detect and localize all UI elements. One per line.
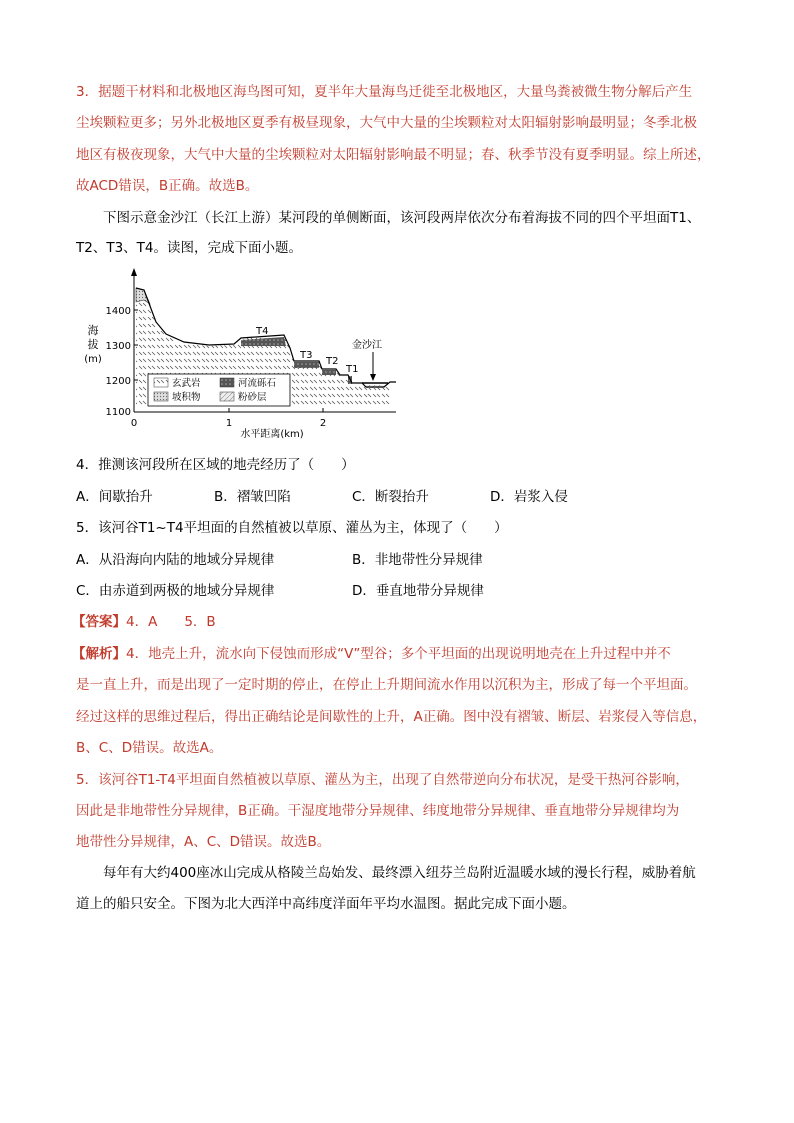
q3-explanation-line-2: 尘埃颗粒更多；另外北极地区夏季有极昼现象，大气中大量的尘埃颗粒对太阳辐射影响最明显；冬季北极 [76,115,697,131]
y-axis-label-2: 拔 [87,338,99,351]
q4-option-c: C．断裂抬升 [352,489,429,505]
legend-swatch-silt [220,392,234,401]
y-tick-1200: 1200 [105,376,131,387]
analysis-line-4: B、C、D错误。故选A。 [76,740,223,756]
y-axis-label-1: 海 [87,324,99,337]
answer-tag: 【答案】 [72,614,126,630]
legend-label-gravel: 河流砾石 [238,378,277,389]
q4-stem: 4．推测该河段所在区域的地壳经历了（ ） [76,457,355,473]
analysis-line-1 [72,644,671,664]
analysis-text-1: 4．地壳上升，流水向下侵蚀而形成“V”型谷；多个平坦面的出现说明地壳在上升过程中并不 [126,646,671,662]
y-axis-arrow [131,268,137,276]
analysis-line-6: 因此是非地带性分异规律，B正确。干湿度地带分异规律、纬度地带分异规律、垂直地带分异规律均为 [76,803,680,819]
q4-option-b: B．褶皱凹陷 [214,489,291,505]
river-label: 金沙江 [352,340,382,351]
river-arrow-head [370,374,376,381]
analysis-line-2: 是一直上升，而是出现了一定时期的停止，在停止上升期间流水作用以沉积为主，形成了每一个平坦面。 [76,677,697,693]
analysis-line-5: 5．该河谷T1-T4平坦面自然植被以草原、灌丛为主，出现了自然带逆向分布状况，是受干热河谷影响， [76,772,689,788]
answer-text: 4．A 5．B [126,614,216,630]
analysis-line-7: 地带性分异规律，A、C、D错误。故选B。 [76,834,331,850]
y-tick-1100: 1100 [105,407,131,418]
q3-explanation-line-1: 3．据题干材料和北极地区海鸟图可知，夏半年大量海鸟迁徙至北极地区，大量鸟粪被微生物分解后产生 [76,84,693,100]
legend-swatch-basalt [154,378,168,387]
terrace-label-t3: T3 [300,350,313,361]
q5-option-c: C．由赤道到两极的地域分异规律 [76,583,275,599]
x-tick-1: 1 [225,418,233,429]
legend-label-colluvium: 坡积物 [172,392,201,403]
intro-line-2: T2、T3、T4。读图，完成下面小题。 [76,240,303,256]
closing-line-2: 道上的船只安全。下图为北大西洋中高纬度洋面年平均水温图。据此完成下面小题。 [76,896,576,912]
analysis-tag: 【解析】 [72,646,126,662]
river-cross-section-diagram [84,266,400,446]
q3-explanation-line-3: 地区有极夜现象，大气中大量的尘埃颗粒对太阳辐射影响最不明显；春、秋季节没有夏季明显。综上所述， [76,147,711,163]
terrace-label-t4: T4 [256,326,269,337]
x-tick-2: 2 [319,418,327,429]
closing-line-1: 每年有大约400座冰山完成从格陵兰岛始发、最终漂入纽芬兰岛附近温暖水域的漫长行程，威胁着航 [103,865,696,881]
y-axis-label-3: (m) [84,354,102,365]
q4-option-d: D．岩浆入侵 [490,489,568,505]
y-tick-1300: 1300 [105,341,131,352]
legend-label-basalt: 玄武岩 [172,378,201,389]
x-axis-label: 水平距离(km) [240,429,304,440]
q5-stem: 5．该河谷T1~T4平坦面的自然植被以草原、灌丛为主，体现了（ ） [76,520,508,536]
legend-swatch-gravel [220,378,234,387]
terrace-t3-gravel [294,362,319,368]
q3-explanation-line-4: 故ACD错误，B正确。故选B。 [76,178,259,194]
terrace-label-t1: T1 [346,364,359,375]
q5-option-a: A．从沿海向内陆的地域分异规律 [76,552,275,568]
q5-option-d: D．垂直地带分异规律 [352,583,484,599]
x-tick-0: 0 [130,418,138,429]
legend-swatch-colluvium [154,392,168,401]
answer-line [72,612,216,632]
q5-option-b: B．非地带性分异规律 [352,552,483,568]
terrace-t2-gravel [322,370,336,375]
intro-line-1: 下图示意金沙江（长江上游）某河段的单侧断面，该河段两岸依次分布着海拔不同的四个平坦面T1、 [103,210,701,226]
q4-option-a: A．间歇抬升 [76,489,153,505]
analysis-line-3: 经过这样的思维过程后，得出正确结论是间歇性的上升，A正确。图中没有褶皱、断层、岩浆侵入等信息， [76,709,707,725]
legend-label-silt: 粉砂层 [238,392,267,403]
terrace-label-t2: T2 [326,356,339,367]
y-tick-1400: 1400 [105,306,131,317]
